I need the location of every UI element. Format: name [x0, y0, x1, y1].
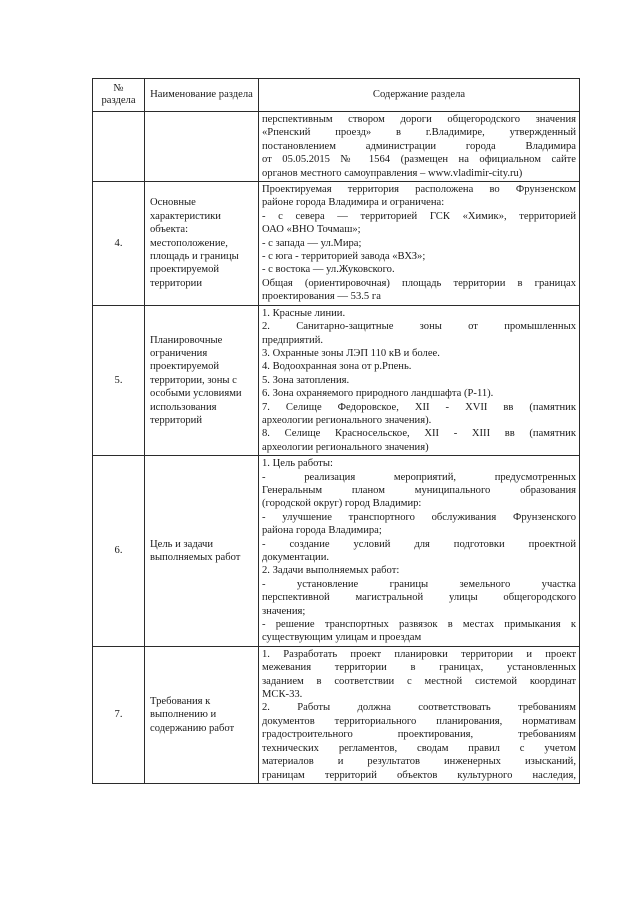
- content-line: 3. Охранные зоны ЛЭП 110 кВ и более.: [262, 347, 440, 359]
- content-line: - улучшение транспортного обслуживания Фрунзенского: [262, 511, 576, 523]
- content-line: районе города Владимира и ограничена:: [262, 197, 445, 209]
- content-line: от 05.05.2015 № 1564 (размещен на официальном сайте: [262, 154, 576, 166]
- section-number: [93, 112, 145, 182]
- content-line: 2. Санитарно-защитные зоны от промышленных: [262, 321, 576, 333]
- content-line: значения;: [262, 605, 306, 617]
- content-line: 4. Водоохранная зона от р.Рпень.: [262, 361, 412, 373]
- content-line: 7. Селище Федоровское, XII - XVII вв (памятник: [262, 401, 576, 413]
- table-body: [93, 112, 580, 784]
- header-section-content: Содержание раздела: [259, 79, 580, 112]
- content-line: - с севера — территорией ГСК «Химик», территорией: [262, 210, 576, 222]
- content-line: документации.: [262, 552, 330, 563]
- header-section-name: Наименование раздела: [145, 79, 259, 112]
- content-line: археологии регионального значения).: [262, 414, 432, 426]
- content-line: существующим улицам и проездам: [262, 632, 422, 644]
- content-line: предприятий.: [262, 334, 324, 346]
- content-line: - установление границы земельного участка: [262, 578, 576, 590]
- section-name: Цель и задачи выполняемых работ: [145, 456, 259, 647]
- table-row: [93, 456, 580, 647]
- section-number: 6.: [93, 456, 145, 647]
- content-line: постановлением администрации города Владимира: [262, 140, 576, 152]
- content-line: технических регламентов, сводам правил с учетом: [262, 742, 576, 754]
- section-name: Планировочные ограничения проектируемой территории, зоны с особыми условиями использования территорий: [145, 305, 259, 455]
- content-line: - с востока — ул.Жуковского.: [262, 264, 395, 276]
- content-line: - реализация мероприятий, предусмотренных: [262, 471, 576, 483]
- section-number: 4.: [93, 182, 145, 306]
- table-row: [93, 305, 580, 455]
- section-name: [145, 112, 259, 182]
- content-line: проектирования — 53.5 га: [262, 291, 381, 303]
- section-content: [259, 305, 580, 455]
- table-header-row: [93, 79, 580, 112]
- section-content: [259, 112, 580, 182]
- content-line: органов местного самоуправления – www.vladimir-city.ru): [262, 167, 523, 179]
- header-section-number: № раздела: [93, 79, 145, 112]
- content-line: градостроительного проектирования, требованиям: [262, 729, 576, 741]
- content-line: 2. Задачи выполняемых работ:: [262, 565, 400, 577]
- content-line: «Рпенский проезд» в г.Владимире, утвержденный: [262, 127, 576, 139]
- section-content: [259, 182, 580, 306]
- content-line: 2. Работы должна соответствовать требованиям: [262, 702, 576, 714]
- sections-table: [92, 78, 580, 784]
- content-line: 8. Селище Красносельское, XII - XIII вв (памятник: [262, 428, 576, 440]
- content-line: - с юга - территорией завода «ВХЗ»;: [262, 251, 426, 263]
- section-name: Требования к выполнению и содержанию работ: [145, 646, 259, 783]
- content-line: Проектируемая территория расположена во Фрунзенском: [262, 184, 576, 196]
- content-line: межевания территории в границах, установленных: [262, 662, 576, 674]
- content-line: - решение транспортных развязок в местах примыкания к: [262, 619, 576, 631]
- section-content: [259, 646, 580, 783]
- section-content: [259, 456, 580, 647]
- section-name: Основные характеристики объекта: местоположение, площадь и границы проектируемой территории: [145, 182, 259, 306]
- content-line: (городской округ) город Владимир:: [262, 498, 422, 510]
- table-row: [93, 112, 580, 182]
- content-line: 1. Разработать проект планировки территории и проект: [262, 648, 576, 660]
- content-line: 6. Зона охраняемого природного ландшафта (Р-11).: [262, 388, 494, 400]
- content-line: Генеральным планом муниципального образования: [262, 484, 576, 496]
- content-line: археологии регионального значения): [262, 441, 429, 453]
- content-line: документов территориального планирования, нормативам: [262, 715, 576, 727]
- content-line: - создание условий для подготовки проектной: [262, 538, 576, 550]
- section-number: 7.: [93, 646, 145, 783]
- content-line: перспективной магистральной улицы общегородского: [262, 592, 576, 604]
- content-line: МСК-33.: [262, 689, 303, 701]
- content-line: 1. Красные линии.: [262, 307, 346, 319]
- table-row: [93, 182, 580, 306]
- content-line: Общая (ориентировочная) площадь территории в границах: [262, 277, 576, 289]
- content-line: района города Владимира;: [262, 525, 382, 537]
- content-line: перспективным створом дороги общегородского значения: [262, 114, 576, 125]
- content-line: границам территорий объектов культурного наследия,: [262, 769, 576, 781]
- content-line: 5. Зона затопления.: [262, 374, 350, 386]
- content-line: заданием в соответствии с местной системой координат: [262, 675, 576, 687]
- content-line: - с запада — ул.Мира;: [262, 237, 362, 249]
- content-line: 1. Цель работы:: [262, 458, 333, 470]
- content-line: материалов и результатов инженерных изысканий,: [262, 756, 576, 768]
- content-line: ОАО «ВНО Точмаш»;: [262, 224, 361, 236]
- table-row: [93, 646, 580, 783]
- section-number: 5.: [93, 305, 145, 455]
